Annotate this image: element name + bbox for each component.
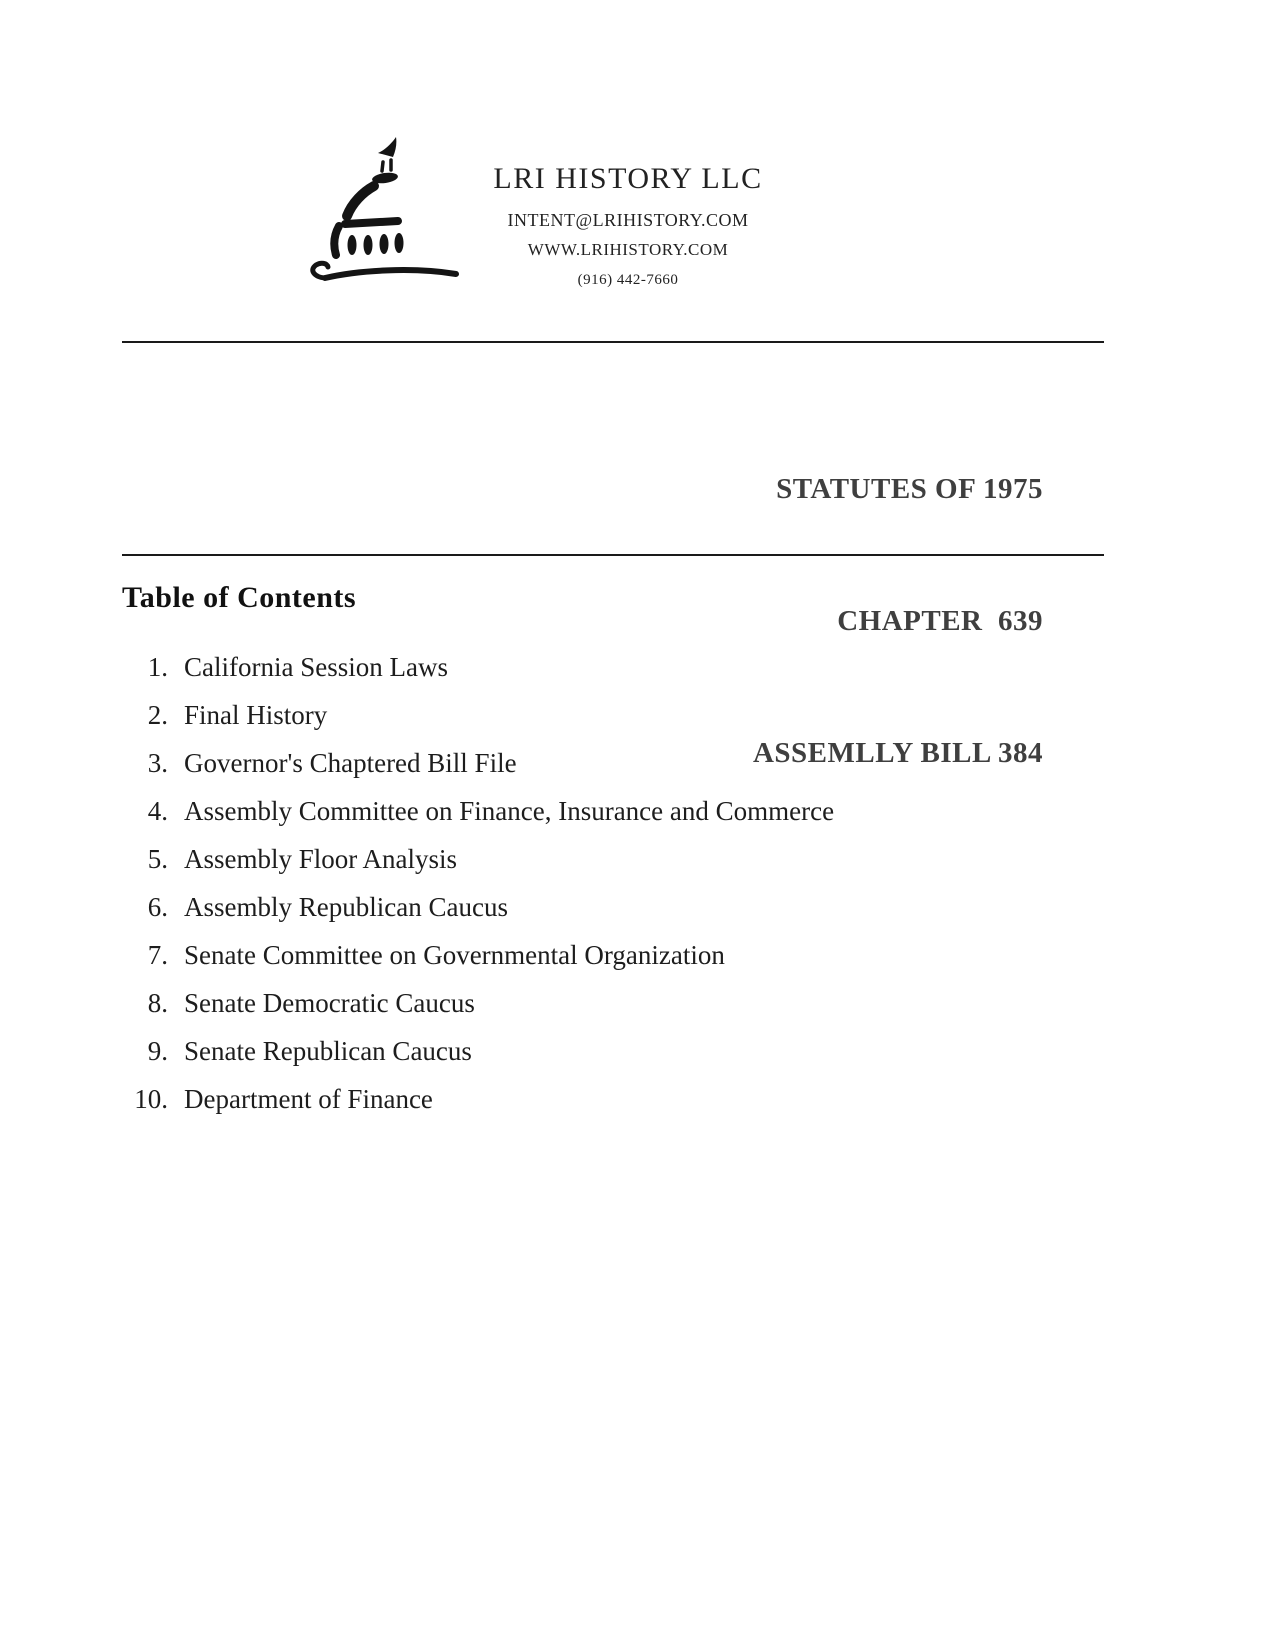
toc-item-number: 9.	[147, 1035, 168, 1066]
toc-item-number: 7.	[147, 939, 168, 970]
bill-line: ASSEMLLY BILL 384	[752, 737, 1043, 769]
toc-item	[122, 691, 834, 739]
toc-item-number: 6.	[147, 891, 168, 922]
toc-item-number: 3.	[147, 747, 168, 778]
toc-item-number: 8.	[147, 987, 168, 1018]
toc-item-label: Senate Republican Caucus	[184, 1035, 472, 1066]
chapter-line: CHAPTER 639	[837, 605, 1043, 637]
logo-drum-stroke	[345, 221, 398, 224]
toc-item-label: Final History	[184, 699, 328, 730]
toc-item-label: Governor's Chaptered Bill File	[184, 747, 517, 778]
toc-title: Table of Contents	[122, 581, 357, 614]
bottom-divider-rule	[122, 554, 1104, 556]
statutes-line: STATUTES OF 1975	[776, 473, 1043, 505]
toc-item	[122, 1075, 834, 1123]
logo-column-dot	[364, 235, 373, 255]
logo-flag-shape	[378, 137, 396, 157]
toc-item-label: Department of Finance	[184, 1083, 433, 1114]
phone-number: (916) 442-7660	[577, 272, 679, 288]
company-name: LRI HISTORY LLC	[493, 162, 763, 195]
toc-item-label: Senate Committee on Governmental Organization	[184, 939, 725, 970]
toc-item-label: Assembly Floor Analysis	[184, 843, 458, 874]
toc-item	[122, 787, 834, 835]
toc-item	[122, 835, 834, 883]
toc-item	[122, 1027, 834, 1075]
logo-wall-stroke	[334, 226, 339, 255]
email-address: INTENT@LRIHISTORY.COM	[507, 210, 749, 230]
toc-item-number: 10.	[134, 1083, 168, 1114]
logo-base-curl	[313, 263, 328, 278]
logo-dome-stroke	[347, 186, 374, 216]
logo-dash	[382, 162, 383, 171]
toc-item-number: 4.	[147, 795, 168, 826]
toc-item	[122, 643, 834, 691]
toc-list	[122, 643, 834, 1123]
toc-item-label: Assembly Committee on Finance, Insurance and Commerce	[184, 795, 835, 826]
logo-column-dot	[348, 235, 357, 255]
toc-item-number: 2.	[147, 699, 168, 730]
website-url: WWW.LRIHISTORY.COM	[527, 240, 729, 259]
toc-item-label: California Session Laws	[184, 651, 448, 682]
toc-item	[122, 739, 834, 787]
toc-item-label: Senate Democratic Caucus	[184, 987, 475, 1018]
letterhead-block	[428, 163, 828, 290]
toc-item	[122, 883, 834, 931]
top-divider-rule	[122, 341, 1104, 343]
toc-item	[122, 979, 834, 1027]
toc-item	[122, 931, 834, 979]
logo-column-dot	[380, 234, 389, 254]
logo-column-dot	[395, 233, 404, 253]
toc-item-number: 1.	[147, 651, 168, 682]
toc-item-label: Assembly Republican Caucus	[184, 891, 508, 922]
toc-item-number: 5.	[147, 843, 168, 874]
